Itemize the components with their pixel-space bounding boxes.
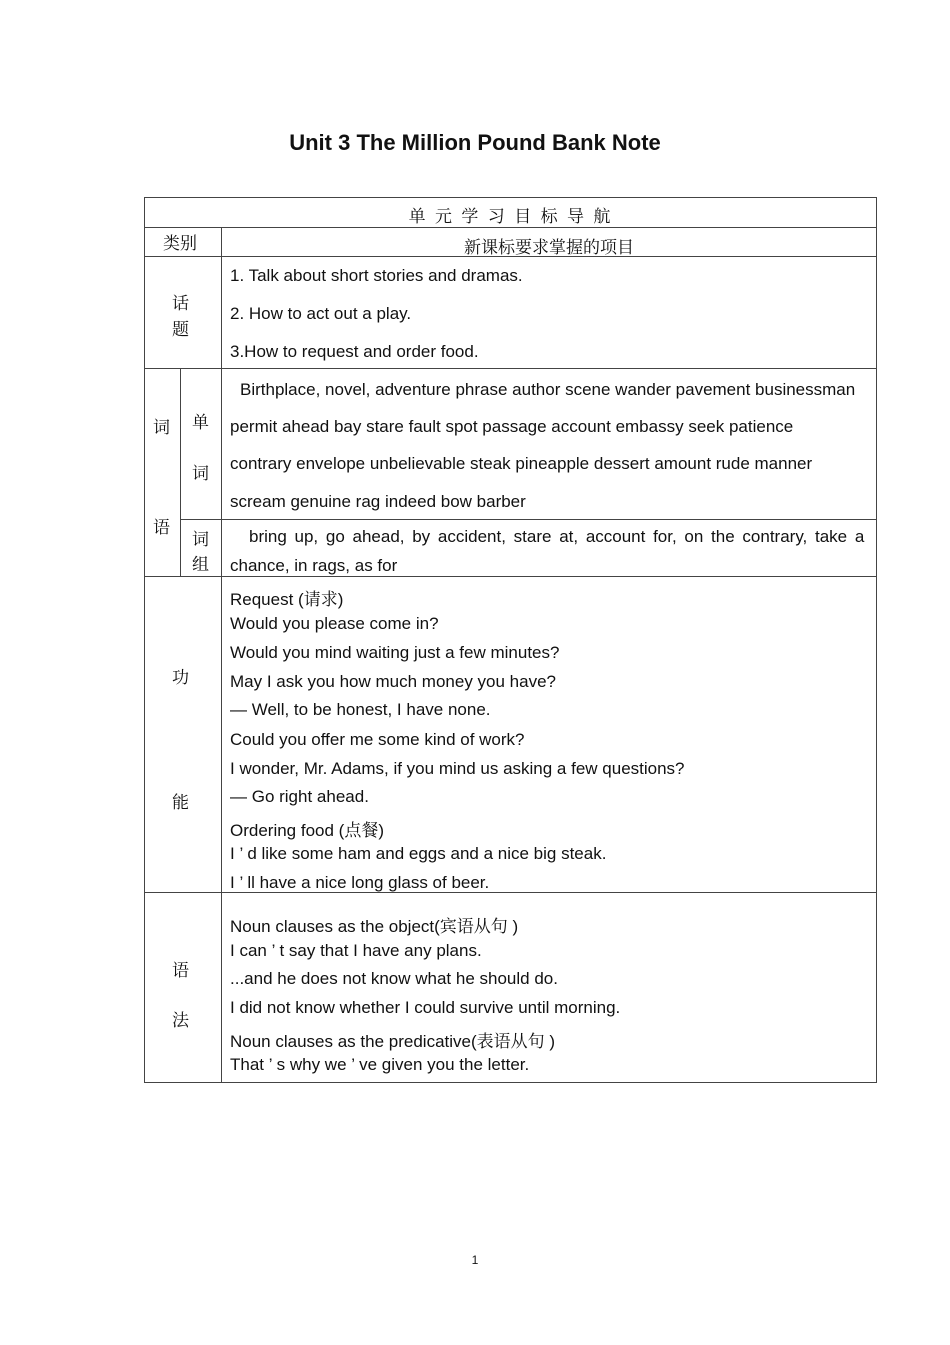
topic-label-2: 题 xyxy=(172,320,189,340)
category-header: 类别 xyxy=(163,234,197,254)
vocab-label-1: 词 xyxy=(153,418,170,438)
topic-item: 3.How to request and order food. xyxy=(230,342,479,361)
grammar-line: That ’ s why we ’ ve given you the letter. xyxy=(230,1055,530,1074)
phrases-label-2: 组 xyxy=(192,555,209,575)
words-label-2: 词 xyxy=(192,464,209,484)
function-line: — Well, to be honest, I have none. xyxy=(230,700,491,719)
function-label-2: 能 xyxy=(172,793,189,813)
topic-label-1: 话 xyxy=(172,294,189,314)
function-line: — Go right ahead. xyxy=(230,787,369,806)
table-border-top xyxy=(144,197,877,198)
table-column-divider xyxy=(221,227,222,1083)
function-line: Ordering food (点餐) xyxy=(230,821,384,840)
function-line: Request (请求) xyxy=(230,590,344,609)
topic-item: 2. How to act out a play. xyxy=(230,304,412,323)
table-border-right xyxy=(876,197,877,1083)
table-rule xyxy=(144,368,877,369)
grammar-line: I can ’ t say that I have any plans. xyxy=(230,941,482,960)
function-line: I wonder, Mr. Adams, if you mind us asking a few questions? xyxy=(230,759,685,778)
grammar-line: I did not know whether I could survive until morning. xyxy=(230,998,621,1017)
document-title: Unit 3 The Million Pound Bank Note xyxy=(289,130,661,155)
table-rule xyxy=(144,576,877,577)
word-list-line: scream genuine rag indeed bow barber xyxy=(230,492,526,511)
page-number: 1 xyxy=(471,1253,479,1267)
table-header: 单 元 学 习 目 标 导 航 xyxy=(408,207,613,227)
function-line: I ’ ll have a nice long glass of beer. xyxy=(230,873,490,892)
phrase-list-line: bring up, go ahead, by accident, stare at, account for, on the contrary, take a xyxy=(249,527,865,546)
table-border-left xyxy=(144,197,145,1083)
table-rule xyxy=(144,227,877,228)
word-list-line: Birthplace, novel, adventure phrase author scene wander pavement businessman xyxy=(240,380,856,399)
vocab-label-2: 语 xyxy=(153,518,170,538)
grammar-line: ...and he does not know what he should do. xyxy=(230,969,558,988)
function-line: Would you mind waiting just a few minutes? xyxy=(230,643,560,662)
function-line: I ’ d like some ham and eggs and a nice big steak. xyxy=(230,844,607,863)
phrases-label-1: 词 xyxy=(192,530,209,550)
phrase-list-line: chance, in rags, as for xyxy=(230,556,398,575)
requirements-header: 新课标要求掌握的项目 xyxy=(464,238,634,258)
word-list-line: contrary envelope unbelievable steak pineapple dessert amount rude manner xyxy=(230,454,813,473)
function-line: Could you offer me some kind of work? xyxy=(230,730,525,749)
table-border-bottom xyxy=(144,1082,877,1083)
grammar-label-1: 语 xyxy=(172,961,189,981)
table-subcolumn-divider xyxy=(180,368,181,577)
words-label-1: 单 xyxy=(192,413,209,433)
grammar-line: Noun clauses as the object(宾语从句 ) xyxy=(230,917,519,936)
function-line: Would you please come in? xyxy=(230,614,439,633)
table-rule xyxy=(180,519,877,520)
grammar-line: Noun clauses as the predicative(表语从句 ) xyxy=(230,1032,556,1051)
function-label-1: 功 xyxy=(172,668,189,688)
word-list-line: permit ahead bay stare fault spot passage account embassy seek patience xyxy=(230,417,794,436)
topic-item: 1. Talk about short stories and dramas. xyxy=(230,266,523,285)
grammar-label-2: 法 xyxy=(172,1011,189,1031)
function-line: May I ask you how much money you have? xyxy=(230,672,556,691)
